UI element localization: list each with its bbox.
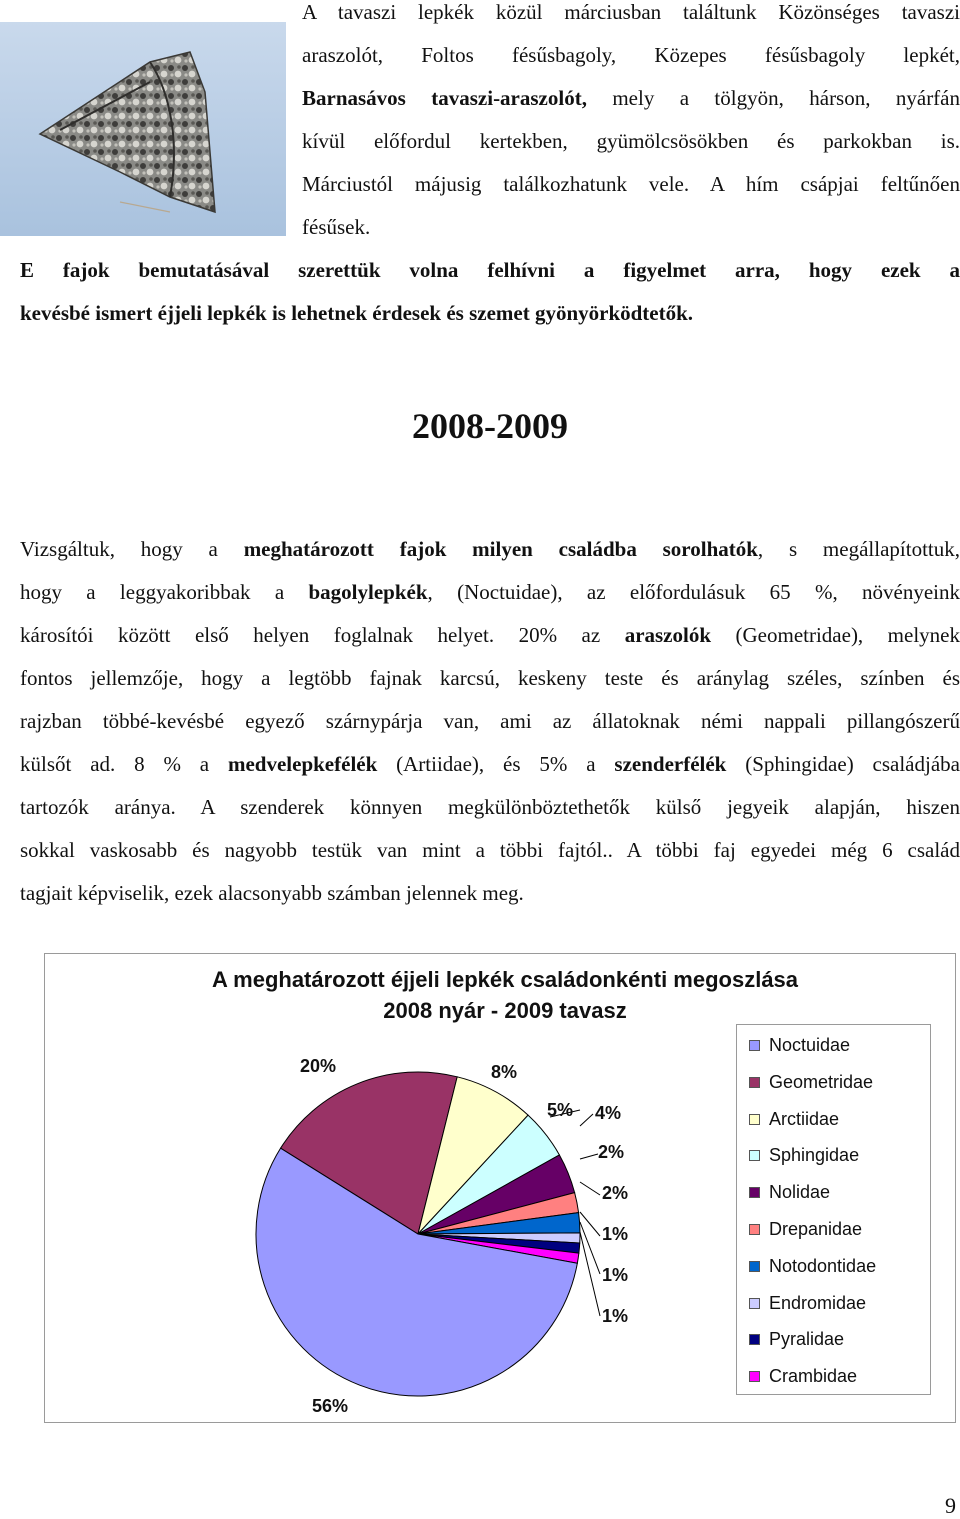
- legend-label: Crambidae: [769, 1366, 858, 1387]
- percent-label-drepanidae: 2%: [598, 1142, 625, 1162]
- legend-label: Arctiidae: [769, 1108, 840, 1129]
- legend-swatch: [749, 1040, 760, 1051]
- legend-item-notodontidae: [769, 1254, 876, 1278]
- para-bold: bagolylepkék: [308, 580, 428, 604]
- legend-label: Nolidae: [769, 1182, 831, 1203]
- leader-line-endromidae: [580, 1212, 600, 1236]
- para-line-4: fontos jellemzője, hogy a legtöbb fajnak karcsú, keskeny teste és aránylag széles, színben és: [20, 666, 960, 690]
- para-text: , s megállapítottuk,: [757, 537, 960, 561]
- para-text: Vizsgáltuk, hogy a: [20, 537, 244, 561]
- para-bold: medvelepkefélék: [227, 752, 378, 776]
- species-name: Barnasávos tavaszi-araszolót,: [302, 86, 587, 110]
- note-line-1: [20, 258, 960, 282]
- legend-item-pyralidae: [769, 1327, 844, 1351]
- percent-label-geometridae: 20%: [300, 1056, 337, 1076]
- para-line-5: rajzban többé-kevésbé egyező szárnypárja van, ami az állatoknak némi nappali pillangószerű: [20, 709, 960, 733]
- para-line-6: [20, 752, 960, 776]
- chart-title-line-2: 2008 nyár - 2009 tavasz: [383, 998, 627, 1023]
- legend-swatch: [749, 1224, 760, 1235]
- legend-item-nolidae: [769, 1180, 830, 1204]
- intro-line-4: kívül előfordul kertekben, gyümölcsösökben és parkokban is.: [302, 129, 960, 153]
- para-line-3: [20, 623, 960, 647]
- legend-label: Geometridae: [769, 1071, 874, 1092]
- para-line-7: tartozók aránya. A szenderek könnyen megkülönböztethetők külső jegyeik alapján, hiszen: [20, 795, 960, 819]
- legend-swatch: [749, 1261, 760, 1272]
- para-line-8: sokkal vaskosabb és nagyobb testük van mint a többi fajtól.. A többi faj egyedei még 6 család: [20, 838, 960, 862]
- percent-label-sphingidae: 5%: [547, 1100, 574, 1120]
- section-heading: 2008-2009: [412, 406, 568, 446]
- legend-swatch: [749, 1187, 760, 1198]
- leader-line-nolidae: [580, 1114, 593, 1126]
- para-line-1: [20, 537, 960, 561]
- para-bold: szenderfélék: [614, 752, 727, 776]
- legend-item-geometridae: [769, 1070, 873, 1094]
- para-text: (Sphingidae) családjába: [726, 752, 960, 776]
- legend-swatch: [749, 1298, 760, 1309]
- intro-line-3: [302, 86, 960, 110]
- note-line-2: kevésbé ismert éjjeli lepkék is lehetnek érdesek és szemet gyönyörködtetők.: [20, 301, 694, 325]
- pie-chart: [44, 953, 956, 1423]
- para-line-2: [20, 580, 960, 604]
- legend-label: Sphingidae: [769, 1145, 860, 1166]
- para-text: hogy a leggyakoribbak a: [20, 580, 309, 604]
- percent-label-endromidae: 1%: [602, 1224, 629, 1244]
- para-text: külsőt ad. 8 % a: [20, 752, 228, 776]
- leader-line-crambidae: [580, 1232, 600, 1316]
- percent-label-pyralidae: 1%: [602, 1265, 629, 1285]
- legend-item-endromidae: [769, 1291, 866, 1315]
- percent-label-nolidae: 4%: [595, 1103, 622, 1123]
- legend-item-noctuidae: [769, 1033, 850, 1057]
- chart-legend: [736, 1024, 931, 1395]
- intro-line-5: Márciustól májusig találkozhatunk vele. A hím csápjai feltűnően: [302, 172, 960, 196]
- legend-label: Drepanidae: [769, 1219, 863, 1239]
- legend-swatch: [749, 1371, 760, 1382]
- legend-label: Endromidae: [769, 1292, 867, 1313]
- legend-swatch: [749, 1150, 760, 1161]
- legend-item-arctiidae: [769, 1107, 839, 1131]
- para-text: károsítói között első helyen foglalnak helyet. 20% az: [20, 623, 625, 647]
- para-text: , (Noctuidae), az előfordulásuk 65 %, növényeink: [427, 580, 960, 604]
- leader-line-drepanidae: [580, 1154, 598, 1159]
- legend-label: Noctuidae: [769, 1035, 851, 1055]
- page-number: 9: [945, 1493, 956, 1518]
- legend-swatch: [749, 1114, 760, 1125]
- intro-line-2: araszolót, Foltos fésűsbagoly, Közepes fésűsbagoly lepkét,: [302, 43, 960, 67]
- para-bold: meghatározott fajok milyen családba sorolhatók: [243, 537, 758, 561]
- para-bold: araszolók: [624, 623, 712, 647]
- legend-swatch: [749, 1077, 760, 1088]
- percent-label-crambidae: 1%: [602, 1306, 629, 1326]
- percent-label-notodontidae: 2%: [602, 1183, 629, 1203]
- chart-title-line-1: A meghatározott éjjeli lepkék családonkénti megoszlása: [211, 967, 799, 992]
- leader-line-pyralidae: [580, 1222, 600, 1274]
- moth-photo: [0, 22, 286, 236]
- legend-label: Notodontidae: [769, 1255, 877, 1276]
- para-line-9: tagjait képviselik, ezek alacsonyabb számban jelennek meg.: [20, 881, 524, 905]
- legend-swatch: [749, 1334, 760, 1345]
- percent-label-arctiidae: 8%: [491, 1062, 518, 1082]
- intro-line-1: A tavaszi lepkék közül márciusban találtunk Közönséges tavaszi: [302, 0, 960, 24]
- note-line-1-text: E fajok bemutatásával szerettük volna felhívni a figyelmet arra, hogy ezek a: [20, 258, 960, 282]
- para-text: (Geometridae), melynek: [711, 623, 960, 647]
- para-text: (Artiidae), és 5% a: [377, 752, 615, 776]
- percent-label-noctuidae: 56%: [312, 1396, 349, 1416]
- intro-line-6: fésűsek.: [302, 215, 371, 239]
- legend-item-crambidae: [769, 1364, 857, 1388]
- intro-line-3-text: mely a tölgyön, hárson, nyárfán: [612, 86, 960, 110]
- leader-line-notodontidae: [580, 1182, 600, 1195]
- legend-item-sphingidae: [769, 1143, 859, 1167]
- legend-label: Pyralidae: [769, 1329, 845, 1350]
- legend-item-drepanidae: [769, 1217, 862, 1241]
